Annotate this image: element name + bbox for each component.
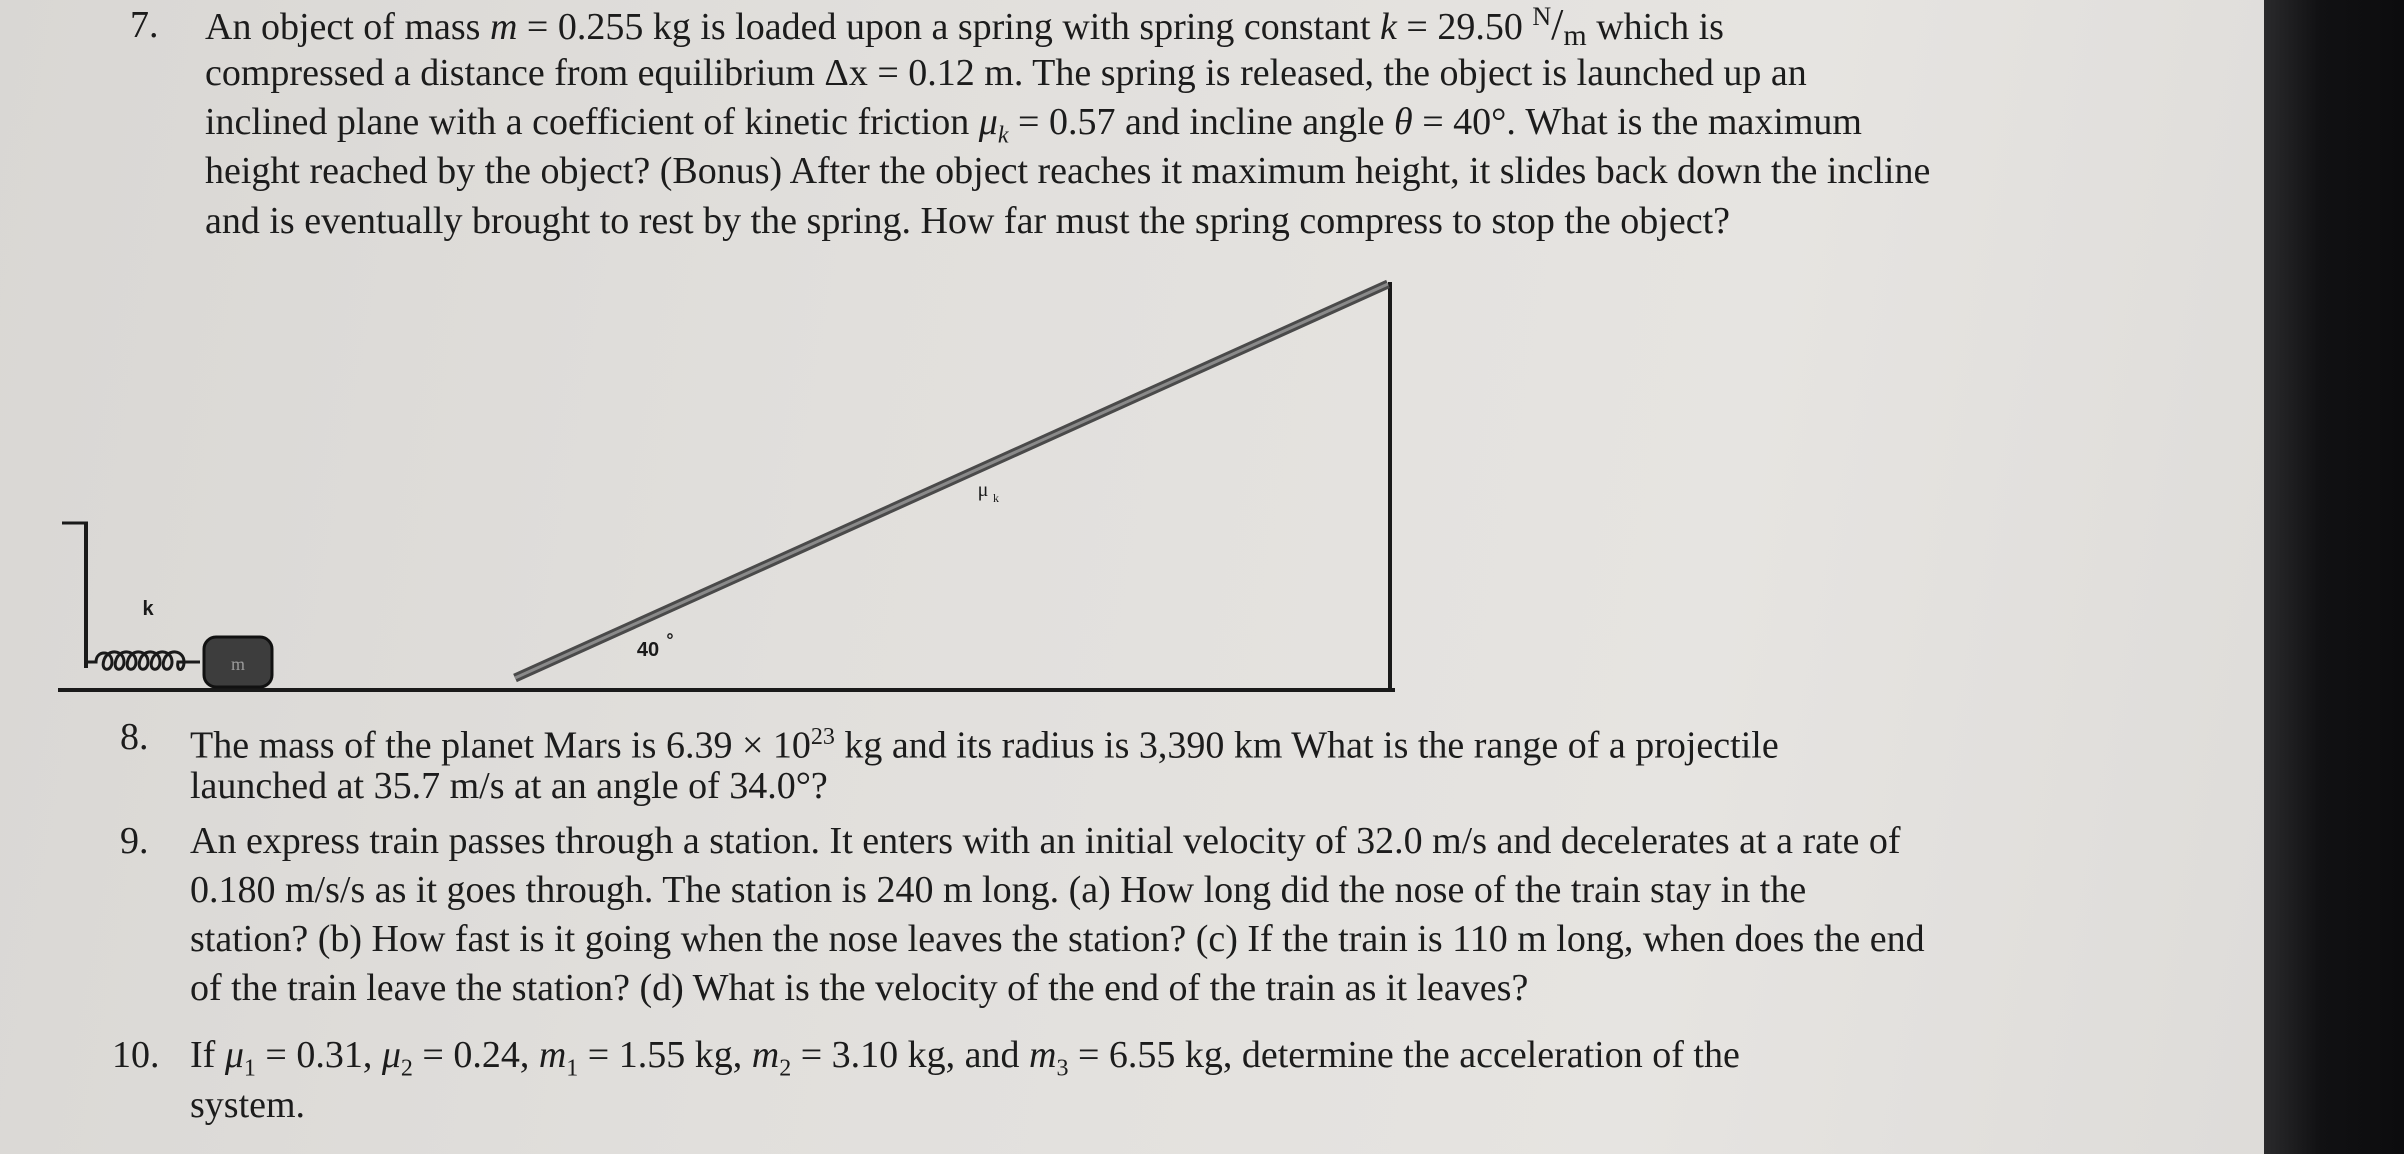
problem-10-line-1: If $\mu_1 = 0.31$, $\mu_2 = 0.24$, $m_1 = 1.55$ kg, $m_2 = 3.10$ kg, and $m_3 = 6.55$ kg, determine the acceleration of the: [190, 1034, 1740, 1082]
problem-9: [120, 816, 2270, 1016]
problem-9-line-1: An express train passes through a station. It enters with an initial velocity of 32.0 m/s and decelerates at a rate of: [190, 820, 1901, 862]
problem-7-line-4: height reached by the object? (Bonus) After the object reaches it maximum height, it slides back down the incline: [205, 150, 1931, 192]
friction-label: μ: [977, 479, 989, 501]
incline-diagram: [0, 270, 1420, 710]
friction-label-subscript: k: [993, 491, 999, 505]
problem-7: [130, 0, 2280, 260]
problem-8-line-2: launched at 35.7 m/s at an angle of 34.0°?: [190, 765, 828, 807]
problem-7-line-3: inclined plane with a coefficient of kinetic friction $\mu_k = 0.57$ and incline angle θ = 40°. What is the maximum: [205, 101, 1862, 149]
problem-7-number: 7.: [130, 4, 159, 46]
mass-label: m: [230, 654, 246, 674]
problem-8-number: 8.: [120, 716, 149, 758]
problem-9-line-3: station? (b) How fast is it going when the nose leaves the station? (c) If the train is 110 m long, when does the end: [190, 918, 1925, 960]
problem-10: [112, 1030, 2270, 1140]
problem-8-line-1: The mass of the planet Mars is $6.39 \times 10^{23}$ kg and its radius is 3,390 km What is the range of a projectile: [190, 724, 1779, 767]
unit-newton: N: [1532, 2, 1552, 31]
problem-9-line-4: of the train leave the station? (d) What is the velocity of the end of the train as it leaves?: [190, 967, 1529, 1009]
unit-meter: m: [1563, 19, 1587, 52]
problem-9-line-2: 0.180 m/s/s as it goes through. The station is 240 m long. (a) How long did the nose of the train stay in the: [190, 869, 1807, 911]
problem-9-number: 9.: [120, 820, 149, 862]
spring: [86, 652, 200, 670]
problem-10-number: 10.: [112, 1034, 160, 1076]
problem-10-line-2: system.: [190, 1084, 306, 1126]
spring-label: k: [142, 598, 154, 620]
angle-label: 40: [636, 639, 660, 661]
incline-figure: [0, 270, 1420, 710]
problem-7-line-5: and is eventually brought to rest by the spring. How far must the spring compress to stop the object?: [205, 200, 1730, 242]
problem-8: [120, 712, 2270, 812]
problem-7-line-1: An object of mass m = 0.255 kg is loaded upon a spring with spring constant k = 29.50 $^N$/m which is: [205, 0, 1724, 52]
dark-background-edge: [2264, 0, 2404, 1154]
degree-mark: °: [666, 630, 674, 650]
problem-7-line-2: compressed a distance from equilibrium Δx = 0.12 m. The spring is released, the object is launched up an: [205, 52, 1807, 94]
